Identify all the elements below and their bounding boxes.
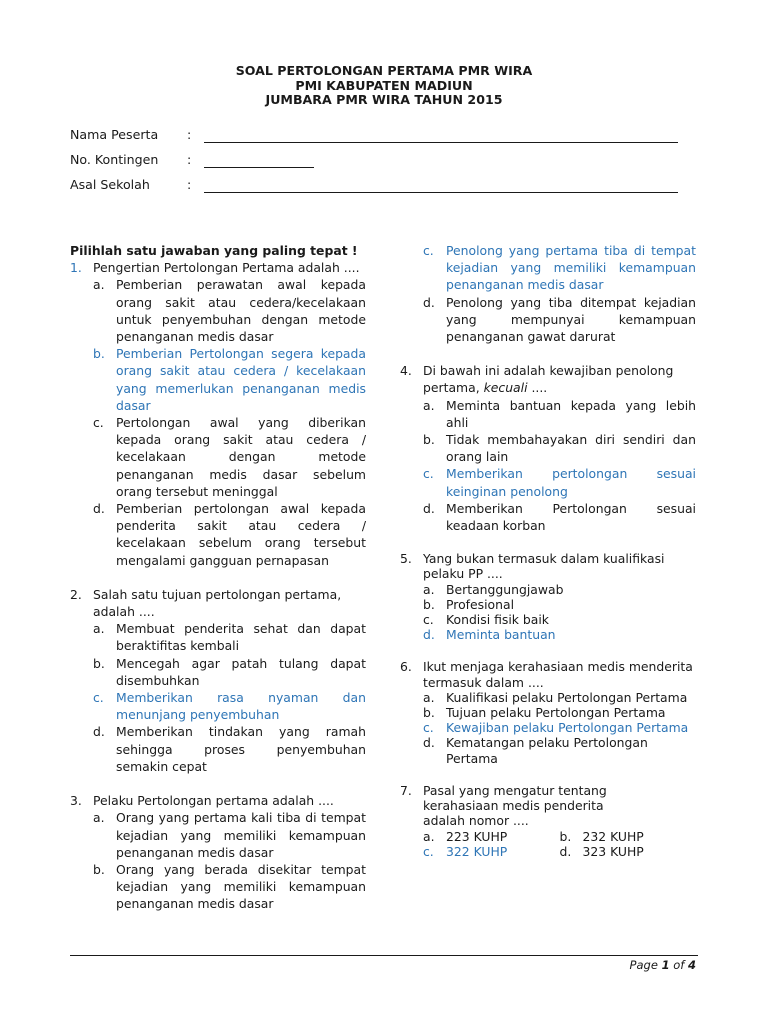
option-letter: c. (423, 612, 434, 628)
field-colon: : (187, 152, 192, 167)
question-text: Pelaku Pertolongan pertama adalah .... (93, 793, 334, 809)
question-text-italic: kecuali (483, 380, 528, 396)
spacer (400, 345, 696, 362)
option-letter: b. (423, 705, 435, 721)
page-total: 4 (687, 958, 696, 972)
question-4 (400, 362, 696, 396)
question-number: 3. (70, 793, 82, 809)
option-text: Orang yang pertama kali tiba di tempat kejadian yang memiliki kemampuan penanganan medis dasar (116, 810, 366, 860)
question-5-block (400, 551, 696, 859)
option-5d (423, 627, 696, 642)
option-text: Bertanggungjawab (446, 581, 564, 597)
option-text: Memberikan tindakan yang ramah sehingga proses penyembuhan semakin cepat (116, 724, 366, 774)
right-column (400, 242, 696, 859)
option-text: 232 KUHP (582, 828, 644, 844)
option-letter: a. (93, 810, 105, 826)
option-7b (560, 829, 697, 844)
question-1 (70, 259, 366, 276)
question-2 (70, 586, 366, 620)
option-letter: a. (423, 828, 435, 844)
field-colon: : (187, 127, 192, 142)
option-4a (423, 397, 696, 431)
page-number: 1 (661, 958, 670, 972)
option-letter: c. (93, 690, 104, 706)
option-2b (93, 655, 366, 689)
blank-line (204, 167, 314, 168)
question-number: 5. (400, 551, 412, 567)
field-label: Asal Sekolah (70, 177, 150, 192)
option-4d (423, 500, 696, 534)
option-letter: b. (93, 346, 105, 362)
option-1b (93, 345, 366, 414)
option-2a (93, 620, 366, 654)
option-letter: c. (423, 843, 434, 859)
option-letter: b. (93, 655, 105, 671)
option-2c (93, 689, 366, 723)
option-5a (423, 582, 696, 597)
instruction: Pilihlah satu jawaban yang paling tepat ! (70, 243, 358, 258)
field-colon: : (187, 177, 192, 192)
question-text: Pasal yang mengatur tentang kerahasiaan medis penderita adalah nomor .... (423, 782, 607, 829)
question-text-end: .... (527, 380, 548, 396)
spacer (70, 569, 366, 586)
option-text: Tidak membahayakan diri sendiri dan orang lain (446, 432, 696, 465)
blank-line (204, 142, 678, 143)
title-line-1: SOAL PERTOLONGAN PERTAMA PMR WIRA (235, 63, 533, 78)
option-6c (423, 720, 696, 735)
options-row-7cd (423, 844, 696, 859)
option-7c (423, 844, 560, 859)
option-letter: d. (559, 843, 572, 859)
page-word: Page (629, 958, 658, 972)
option-letter: d. (423, 735, 435, 751)
option-text: Penolong yang pertama tiba di tempat kejadian yang memiliki kemampuan penanganan medis dasar (446, 243, 696, 293)
option-6a (423, 690, 696, 705)
question-5 (400, 551, 696, 581)
option-5b (423, 597, 696, 612)
option-text: Penolong yang tiba ditempat kejadian yang mempunyai kemampuan penanganan gawat darurat (446, 294, 696, 345)
option-text: Membuat penderita sehat dan dapat beraktifitas kembali (116, 621, 366, 654)
option-6b (423, 705, 696, 720)
page-footer (630, 958, 696, 972)
option-letter: a. (423, 581, 435, 597)
question-number: 4. (400, 363, 412, 379)
option-1d (93, 500, 366, 569)
options-row-7ab (423, 829, 696, 844)
option-text: Memberikan pertolongan sesuai keinginan penolong (446, 466, 696, 499)
question-6 (400, 659, 696, 689)
option-letter: c. (423, 243, 434, 258)
option-text: Pemberian perawatan awal kepada orang sakit atau cedera/kecelakaan untuk penyembuhan dengan metode penanganan medis dasar (116, 277, 366, 345)
option-1c (93, 414, 366, 500)
question-number: 1. (70, 260, 82, 276)
question-text: Ikut menjaga kerahasiaan medis menderita termasuk dalam .... (423, 659, 693, 690)
option-text: Kewajiban pelaku Pertolongan Pertama (446, 720, 689, 736)
spacer (400, 642, 696, 659)
option-letter: d. (423, 500, 435, 516)
spacer (70, 775, 366, 792)
question-text: Pengertian Pertolongan Pertama adalah .... (93, 260, 360, 276)
option-3b (93, 861, 366, 913)
question-number: 6. (400, 659, 412, 675)
option-letter: b. (423, 596, 435, 612)
question-7 (400, 783, 696, 829)
option-text: Mencegah agar patah tulang dapat disembuhkan (116, 655, 366, 688)
option-text: Memberikan rasa nyaman dan menunjang penyembuhan (116, 690, 366, 723)
left-column (70, 242, 366, 913)
option-text: 223 KUHP (446, 828, 508, 844)
option-3a (93, 809, 366, 861)
option-text: Kondisi fisik baik (446, 612, 549, 628)
option-letter: c. (423, 466, 434, 482)
option-letter: a. (93, 277, 105, 293)
option-3c (423, 242, 696, 294)
option-5c (423, 612, 696, 627)
document-title (0, 64, 768, 108)
option-text: Meminta bantuan kepada yang lebih ahli (446, 397, 696, 430)
option-letter: a. (93, 621, 105, 637)
option-text: 323 KUHP (582, 843, 644, 859)
spacer (400, 766, 696, 783)
title-line-3: JUMBARA PMR WIRA TAHUN 2015 (265, 92, 503, 107)
option-text: Meminta bantuan (446, 627, 556, 643)
option-letter: a. (423, 689, 435, 705)
of-word: of (673, 958, 685, 972)
option-text: Kematangan pelaku Pertolongan Pertama (446, 735, 648, 766)
option-letter: d. (93, 501, 105, 517)
option-text: Tujuan pelaku Pertolongan Pertama (446, 705, 666, 721)
question-number: 2. (70, 586, 82, 602)
option-6d (423, 735, 696, 765)
question-3 (70, 792, 366, 809)
question-number: 7. (400, 782, 412, 798)
footer-divider (70, 955, 698, 956)
question-text: Di bawah ini adalah kewajiban penolong pertama, (423, 363, 674, 396)
option-text: Pemberian pertolongan awal kepada penderita sakit atau cedera / kecelakaan sebelum orang tersebut mengalami gangguan pernapasan (116, 501, 366, 568)
field-label: Nama Peserta (70, 127, 159, 142)
option-letter: b. (93, 861, 105, 877)
option-letter: d. (423, 294, 435, 310)
option-4c (423, 465, 696, 499)
option-text: 322 KUHP (446, 843, 508, 859)
option-letter: b. (559, 828, 572, 844)
option-letter: c. (93, 415, 104, 431)
option-letter: c. (423, 720, 434, 736)
option-letter: a. (423, 397, 435, 413)
option-text: Orang yang berada disekitar tempat kejadian yang memiliki kemampuan penanganan medis dasar (116, 861, 366, 912)
option-4b (423, 431, 696, 465)
option-3d (423, 294, 696, 346)
field-label: No. Kontingen (70, 152, 159, 167)
option-1a (93, 276, 366, 345)
option-text: Profesional (446, 596, 515, 612)
question-text: Salah satu tujuan pertolongan pertama, adalah .... (93, 586, 342, 620)
title-line-2: PMI KABUPATEN MADIUN (295, 77, 473, 93)
option-7a (423, 829, 560, 844)
spacer (400, 534, 696, 551)
question-text: Yang bukan termasuk dalam kualifikasi pelaku PP .... (423, 551, 665, 582)
option-text: Pemberian Pertolongan segera kepada orang sakit atau cedera / kecelakaan yang memerlukan penanganan medis dasar (116, 346, 366, 413)
option-letter: d. (93, 724, 105, 740)
option-letter: d. (423, 627, 435, 643)
option-2d (93, 723, 366, 775)
option-text: Pertolongan awal yang diberikan kepada orang sakit atau cedera / kecelakaan dengan metode penanganan medis dasar sebelum orang tersebut meninggal (116, 415, 366, 499)
option-letter: b. (423, 432, 435, 448)
option-7d (560, 844, 697, 859)
blank-line (204, 192, 678, 193)
option-text: Memberikan Pertolongan sesuai keadaan korban (446, 500, 696, 534)
option-text: Kualifikasi pelaku Pertolongan Pertama (446, 689, 688, 705)
